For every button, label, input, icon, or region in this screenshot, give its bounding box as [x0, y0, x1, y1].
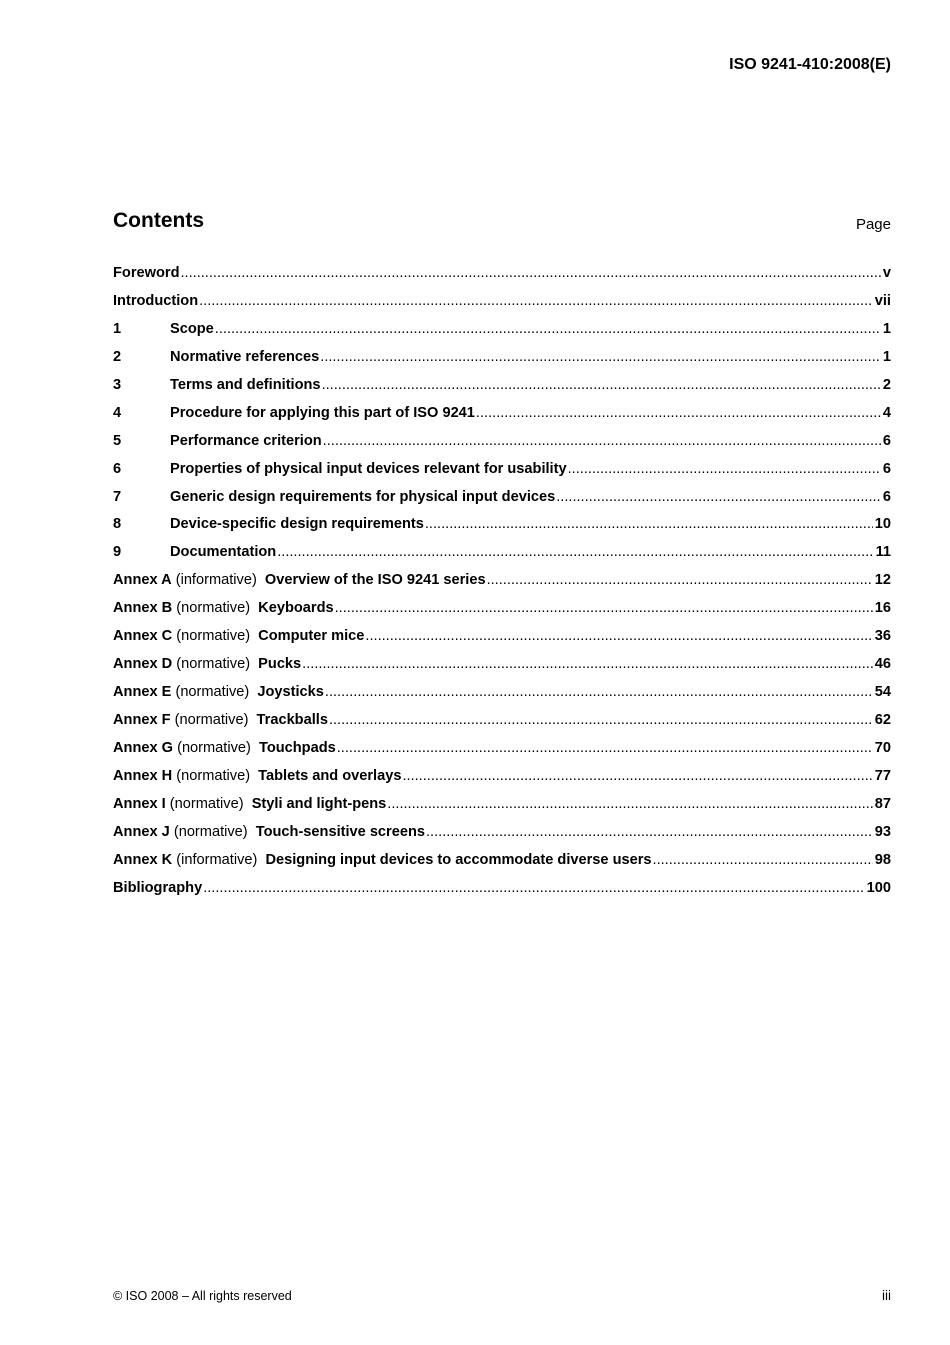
toc-entry-number: 5	[113, 432, 122, 449]
toc-entry-title: Documentation	[170, 544, 277, 561]
toc-annex-label: Annex K	[113, 851, 173, 868]
toc-entry-page: 6	[882, 488, 891, 505]
toc-entry[interactable]	[113, 796, 891, 824]
toc-dot-leader	[215, 321, 881, 337]
toc-entry[interactable]	[113, 628, 891, 656]
toc-entry-number: 4	[113, 404, 122, 421]
toc-entry-page: 12	[874, 572, 891, 589]
toc-annex-label: Annex I	[113, 795, 166, 812]
toc-annex-label: Annex B	[113, 600, 173, 617]
toc-entry[interactable]	[113, 600, 891, 628]
toc-entry-number: 3	[113, 376, 122, 393]
toc-entry-title: Trackballs	[256, 712, 328, 728]
toc-entry[interactable]	[113, 377, 891, 405]
toc-entry-number: 8	[113, 516, 122, 533]
toc-entry-title: Overview of the ISO 9241 series	[264, 572, 486, 589]
toc-entry[interactable]	[113, 684, 891, 712]
toc-entry[interactable]	[113, 656, 891, 684]
toc-annex-kind: (normative)	[176, 600, 251, 617]
toc-entry-title: Performance criterion	[170, 432, 322, 449]
toc-entry-page: v	[882, 265, 891, 281]
toc-entry-title: Terms and definitions	[170, 376, 321, 393]
toc-entry-page: 2	[882, 376, 891, 393]
toc-entry-page: 11	[875, 544, 891, 561]
toc-dot-leader	[180, 265, 880, 281]
toc-entry[interactable]	[113, 516, 891, 544]
toc-entry[interactable]	[113, 293, 891, 321]
toc-entry-title: Generic design requirements for physical input devices	[170, 488, 556, 505]
toc-entry[interactable]	[113, 572, 891, 600]
toc-dot-leader	[426, 824, 873, 840]
toc-entry[interactable]	[113, 265, 891, 293]
toc-entry[interactable]	[113, 544, 891, 572]
toc-entry-page: 54	[874, 684, 891, 701]
toc-dot-leader	[277, 544, 873, 560]
toc-entry[interactable]	[113, 880, 891, 908]
toc-entry-title: Keyboards	[258, 600, 334, 617]
toc-entry[interactable]	[113, 461, 891, 489]
toc-entry[interactable]	[113, 489, 891, 517]
toc-entry-page: 36	[874, 628, 891, 645]
toc-entry-page: 1	[882, 320, 891, 337]
toc-entry-title: Computer mice	[258, 628, 365, 645]
toc-entry[interactable]	[113, 321, 891, 349]
toc-annex-label: Annex J	[113, 823, 170, 840]
toc-annex-label: Annex F	[113, 712, 171, 728]
toc-entry-page: 87	[874, 795, 891, 812]
toc-dot-leader	[487, 572, 873, 588]
toc-dot-leader	[325, 684, 873, 700]
toc-entry-page: 6	[882, 432, 891, 449]
toc-entry-title: Device-specific design requirements	[170, 516, 424, 533]
toc-entry-title: Joysticks	[257, 684, 324, 701]
toc-dot-leader	[329, 712, 873, 728]
toc-annex-label: Annex C	[113, 628, 173, 645]
toc-dot-leader	[425, 516, 873, 532]
toc-annex-label: Annex H	[113, 767, 173, 784]
toc-entry-title: Properties of physical input devices relevant for usability	[170, 460, 567, 477]
toc-dot-leader	[387, 796, 872, 812]
toc-entry-page: 4	[882, 404, 891, 421]
toc-entry-page: vii	[874, 292, 891, 309]
toc-entry-number: 6	[113, 460, 122, 477]
toc-entry[interactable]	[113, 852, 891, 880]
toc-annex-kind: (normative)	[169, 795, 244, 812]
toc-entry[interactable]	[113, 433, 891, 461]
toc-entry-page: 93	[874, 823, 891, 840]
toc-dot-leader	[199, 293, 873, 309]
toc-entry-page: 6	[882, 460, 891, 477]
page-column-label: Page	[855, 216, 891, 233]
table-of-contents	[113, 265, 891, 908]
toc-entry-page: 46	[874, 656, 891, 673]
toc-entry-page: 100	[866, 879, 891, 896]
toc-entry-title: Introduction	[113, 292, 199, 309]
toc-entry-title: Scope	[170, 320, 214, 337]
toc-dot-leader	[365, 628, 872, 644]
toc-entry-page: 10	[874, 516, 891, 533]
toc-dot-leader	[323, 433, 881, 449]
toc-entry-title: Bibliography	[113, 879, 203, 896]
toc-entry-title: Procedure for applying this part of ISO 9241	[170, 404, 475, 421]
toc-entry[interactable]	[113, 740, 891, 768]
toc-entry-page: 62	[874, 712, 891, 728]
toc-dot-leader	[556, 489, 881, 505]
toc-annex-label: Annex A	[113, 572, 172, 589]
page-number: iii	[882, 1288, 891, 1303]
toc-entry-number: 9	[113, 544, 122, 561]
toc-entry-page: 98	[874, 851, 891, 868]
toc-entry-page: 70	[874, 739, 891, 756]
toc-entry-title: Designing input devices to accommodate diverse users	[265, 851, 652, 868]
contents-title: Contents	[113, 209, 204, 232]
toc-dot-leader	[320, 349, 881, 365]
toc-entry-number: 7	[113, 488, 122, 505]
toc-entry-page: 16	[874, 600, 891, 617]
toc-dot-leader	[322, 377, 881, 393]
toc-annex-kind: (normative)	[177, 739, 251, 756]
toc-entry-number: 2	[113, 348, 122, 365]
toc-entry-title: Normative references	[170, 348, 320, 365]
toc-entry-page: 77	[874, 767, 891, 784]
toc-dot-leader	[476, 405, 881, 421]
toc-entry-number: 1	[113, 320, 122, 337]
toc-entry[interactable]	[113, 768, 891, 796]
copyright-notice: © ISO 2008 – All rights reserved	[113, 1289, 292, 1303]
toc-entry[interactable]	[113, 712, 891, 740]
toc-dot-leader	[335, 600, 873, 616]
document-code: ISO 9241-410:2008(E)	[729, 56, 891, 73]
toc-annex-label: Annex E	[113, 684, 172, 701]
toc-annex-kind: (normative)	[176, 628, 251, 645]
toc-dot-leader	[402, 768, 872, 784]
toc-entry-title: Tablets and overlays	[258, 767, 402, 784]
toc-entry[interactable]	[113, 349, 891, 377]
toc-entry-title: Styli and light-pens	[251, 795, 387, 812]
toc-annex-kind: (normative)	[176, 767, 251, 784]
toc-entry-title: Foreword	[113, 265, 180, 281]
toc-entry-title: Touchpads	[258, 739, 336, 756]
toc-annex-kind: (informative)	[176, 851, 258, 868]
toc-dot-leader	[302, 656, 873, 672]
toc-dot-leader	[653, 852, 873, 868]
toc-entry[interactable]	[113, 405, 891, 433]
toc-annex-kind: (normative)	[174, 712, 249, 728]
toc-entry-title: Pucks	[258, 656, 302, 673]
toc-annex-kind: (normative)	[175, 684, 250, 701]
toc-annex-kind: (informative)	[175, 572, 257, 589]
toc-annex-label: Annex D	[113, 656, 173, 673]
toc-annex-kind: (normative)	[176, 656, 251, 673]
toc-entry-title: Touch-sensitive screens	[255, 823, 425, 840]
toc-dot-leader	[337, 740, 873, 756]
toc-annex-label: Annex G	[113, 739, 174, 756]
toc-dot-leader	[568, 461, 881, 477]
toc-dot-leader	[203, 880, 864, 896]
toc-entry-page: 1	[882, 348, 891, 365]
toc-entry[interactable]	[113, 824, 891, 852]
toc-annex-kind: (normative)	[173, 823, 248, 840]
